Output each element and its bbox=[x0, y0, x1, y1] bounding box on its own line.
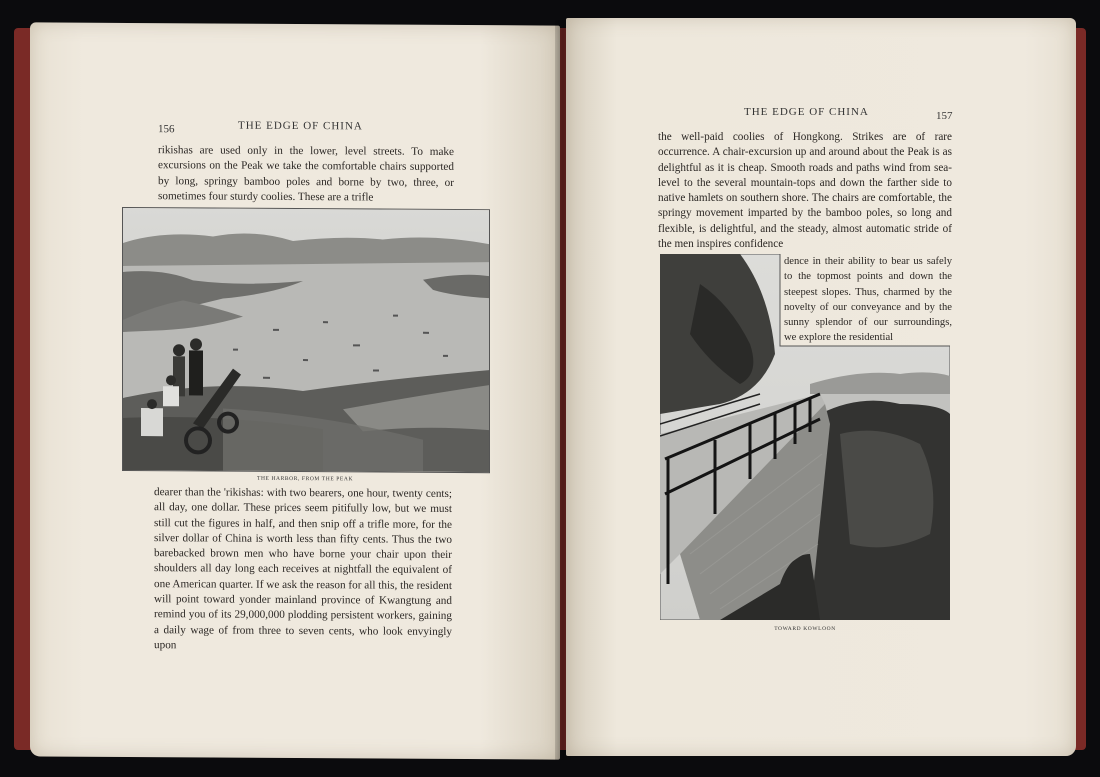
left-text-bottom bbox=[154, 485, 452, 655]
right-page-number: 157 bbox=[936, 110, 953, 122]
right-paragraph-top: the well-paid coolies of Hongkong. Strikes are of rare occurrence. A chair-excursion up and around about the Peak is as delightful as it is cheap. Smooth roads and paths wind from sea-level to the several mountain-tops and down the farther side to native hamlets on southern shore. The chairs are comfortable, the springy movement imparted by the bamboo poles, so long and flexible, is delightful, and the steady, almost automatic stride of the men inspires confidence bbox=[658, 131, 952, 251]
harbor-photo bbox=[122, 207, 490, 473]
right-text-top bbox=[658, 130, 952, 252]
right-page bbox=[566, 18, 1076, 756]
right-running-head: THE EDGE OF CHINA bbox=[744, 106, 869, 118]
harbor-photo-icon bbox=[123, 208, 489, 472]
harbor-caption: THE HARBOR, FROM THE PEAK bbox=[256, 475, 354, 483]
left-paragraph-top: rikishas are used only in the lower, level streets. To make excursions on the Peak we take the comfortable chairs supported by long, springy bamboo poles and borne by two, three, or sometimes four sturdy coolies. These are a trifle bbox=[158, 144, 454, 204]
right-text-side bbox=[784, 254, 952, 346]
left-page bbox=[30, 22, 560, 759]
right-paragraph-side: dence in their ability to bear us safely to the topmost points and down the steepest slopes. Thus, charmed by the novelty of our conveyance and by the sunny splendor of our surroundings, we explore the residential bbox=[784, 256, 952, 344]
left-text-top bbox=[158, 143, 454, 206]
kowloon-caption: TOWARD KOWLOON bbox=[774, 626, 836, 632]
left-running-head: THE EDGE OF CHINA bbox=[238, 119, 363, 133]
left-page-number: 156 bbox=[158, 123, 175, 136]
left-paragraph-bottom: dearer than the 'rikishas: with two bearers, one hour, twenty cents; all day, one dollar. These prices seem pitifully low, but we must still cut the figures in half, and then snip off a trifle more, for the silver dollar of China is worth less than fifty cents. Thus the two barebacked brown men who have borne your chair upon their shoulders all day long each receives at nightfall the equivalent of one American quarter. If we ask the reason for all this, the resident will point toward yonder mainland province of Kwangtung and remind you of its 29,000,000 plodding persistent workers, gaining a daily wage of from three to seven cents, who look envyingly upon bbox=[154, 486, 452, 652]
